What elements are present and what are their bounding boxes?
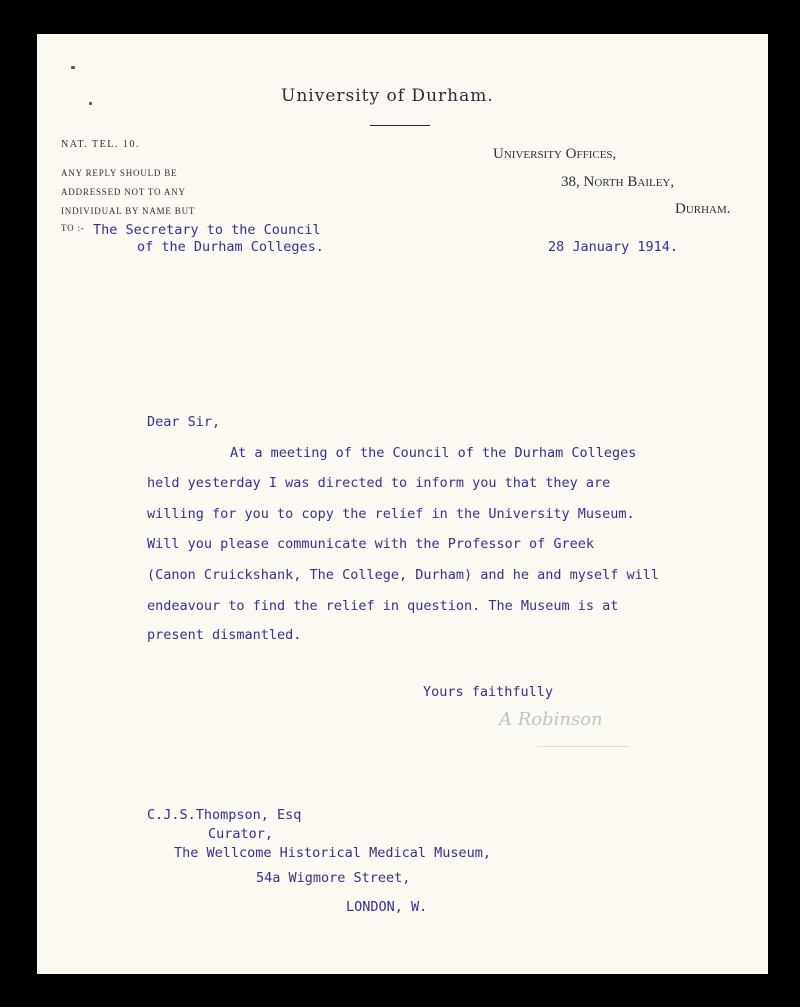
reply-note-line: ADDRESSED NOT TO ANY [61,187,186,197]
letter-page [37,34,768,974]
reply-note-line: ANY REPLY SHOULD BE [61,168,178,178]
signature-flourish [537,746,629,747]
letterhead-title: University of Durham. [281,86,494,106]
body-line: endeavour to find the relief in question. The Museum is at [147,598,619,614]
salutation: Dear Sir, [147,414,221,430]
letterhead-rule [370,125,430,126]
closing: Yours faithfully [423,684,554,700]
recipient-line: The Secretary to the Council [93,222,321,238]
body-line: present dismantled. [147,627,302,643]
reply-note-line: TO :- [61,223,85,233]
address-line: University Offices, [493,146,617,162]
body-line: At a meeting of the Council of the Durham Colleges [230,445,637,461]
reply-note-line: INDIVIDUAL BY NAME BUT [61,206,196,216]
addressee-line: 54a Wigmore Street, [256,870,411,886]
address-line: 38, North Bailey, [561,174,675,190]
phone-number: NAT. TEL. 10. [61,139,140,150]
body-line: Will you please communicate with the Professor of Greek [147,536,595,552]
body-line: (Canon Cruickshank, The College, Durham) and he and myself will [147,567,660,583]
addressee-line: The Wellcome Historical Medical Museum, [174,845,491,861]
addressee-line: LONDON, W. [346,899,428,915]
paper-speck [71,66,75,69]
body-line: held yesterday I was directed to inform you that they are [147,475,611,491]
letter-date: 28 January 1914. [548,239,679,255]
body-line: willing for you to copy the relief in the University Museum. [147,506,635,522]
addressee-line: Curator, [208,826,274,842]
address-line: Durham. [675,201,731,217]
signature: A Robinson [499,709,603,730]
addressee-line: C.J.S.Thompson, Esq [147,807,302,823]
recipient-line: of the Durham Colleges. [137,239,324,255]
paper-speck [89,102,92,105]
